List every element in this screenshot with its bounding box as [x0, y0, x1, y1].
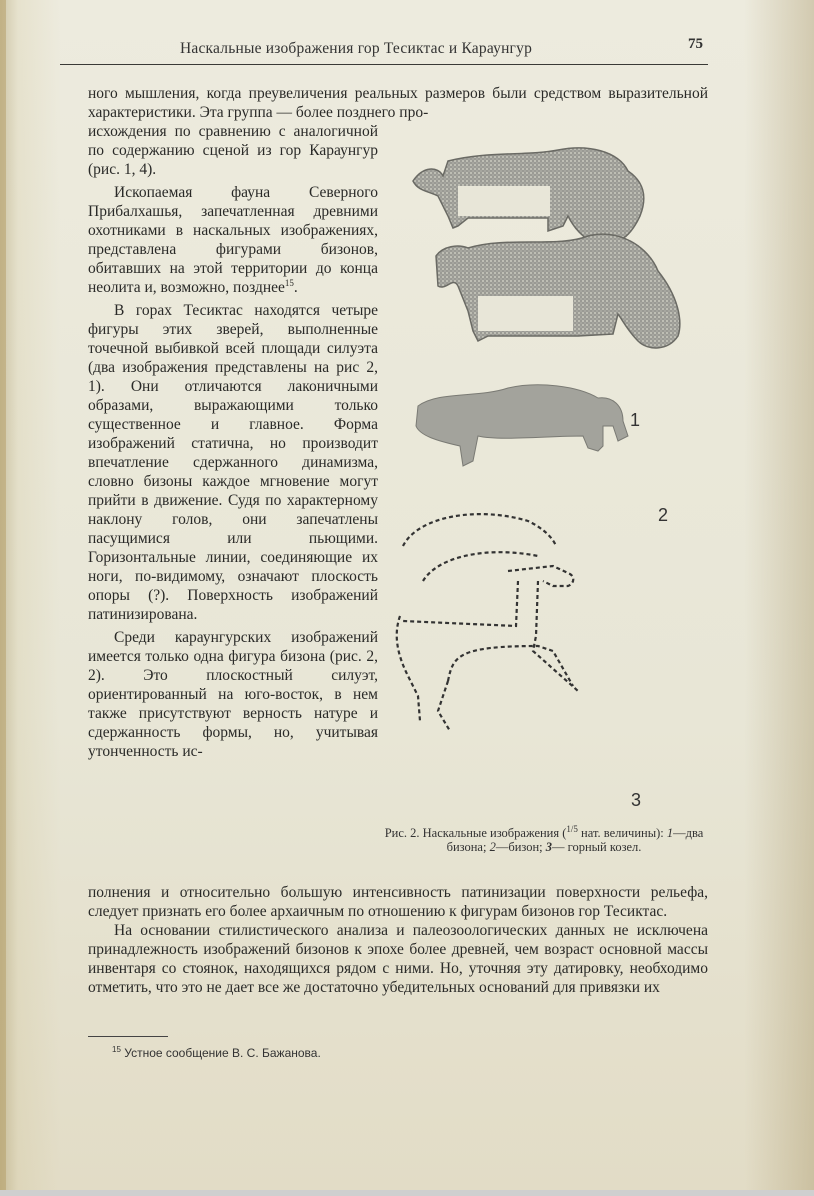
figure-label-3: 3	[631, 790, 642, 810]
paragraph-tesiktas: В горах Тесиктас находятся четыре фигуры этих зверей, выполненные точечной выбивкой всей площади силуэта (два изображения представлены на рис 2, 1). Они отличаются лаконичными образами, выражающими только существенное и главное. Форма изображений статична, но производит впечатление сдержанного динамизма, словно бизоны каждое мгновение могут прийти в движение. Судя по характерному наклону голов, они запечатлены пасущимися или пьющими. Горизонтальные линии, соединяющие их ноги, по-видимому, означают плоскость опоры (?). Поверхность изображений патинизирована.	[88, 302, 378, 623]
paragraph-dating: На основании стилистического анализа и палеозоологических данных не исключена принадлежность изображений бизонов к эпохе более древней, чем возраст основной массы инвентаря со стоянок, находящихся рядом с ними. Но, уточняя эту датировку, необходимо отметить, что это не дает все же достаточно убедительных оснований для привязки их	[88, 922, 708, 996]
figure-label-2: 2	[658, 505, 669, 525]
paragraph-continuation: исхождения по сравнению с аналогичной по содержанию сценой из гор Караунгур (рис. 1, 4).	[88, 123, 378, 178]
footnote-text: Устное сообщение В. С. Бажанова.	[124, 1046, 321, 1060]
figure-label-1: 1	[630, 410, 641, 430]
footnote-reference[interactable]: 15	[284, 277, 294, 288]
paragraph-karaungur: Среди караунгурских изображений имеется только одна фигура бизона (рис. 2, 2). Это плоскостный силуэт, ориентированный на юго-восток, в нем также присутствуют верность натуре и сдержанность формы, но, учитывая утонченность ис-	[88, 629, 378, 760]
figure-rock-art	[378, 136, 708, 826]
footnote	[112, 1046, 321, 1060]
header-rule	[60, 64, 708, 65]
bison-figure-2	[436, 234, 680, 348]
bottom-text-block	[88, 883, 708, 997]
bison-figure-3	[416, 385, 628, 466]
figure-caption: Рис. 2. Наскальные изображения ($^{1/5}$ нат. величины): 1—два бизона; 2—бизон; 3— горный козел.	[384, 823, 704, 854]
page-binding-shadow	[0, 0, 6, 1196]
left-text-column	[88, 122, 378, 761]
footnote-number: 15	[112, 1045, 121, 1054]
paragraph-fauna: Ископаемая фауна Северного Прибалхашья, запечатленная древними охотниками в наскальных изображениях, представлена фигурами бизонов, обитавших на этой территории до конца неолита и, возможно, позднее$^{15}$.	[88, 184, 378, 296]
paragraph-archaic: полнения и относительно большую интенсивность патинизации поверхности рельефа, следует признать его более архаичным по отношению к фигурам бизонов гор Тесиктас.	[88, 884, 708, 920]
running-title: Наскальные изображения гор Тесиктас и Караунгур	[180, 40, 533, 57]
ibex-figure	[397, 514, 578, 731]
running-header	[118, 38, 703, 62]
page-bottom-edge	[0, 1190, 814, 1196]
footnote-rule	[88, 1036, 168, 1037]
page-number: 75	[688, 36, 703, 52]
bison-figure-1	[413, 148, 644, 244]
rock-art-illustration	[378, 136, 708, 826]
paragraph-top-full-width: ного мышления, когда преувеличения реальных размеров были средством выразительной характеристики. Эта группа — более позднего про-	[88, 85, 708, 121]
